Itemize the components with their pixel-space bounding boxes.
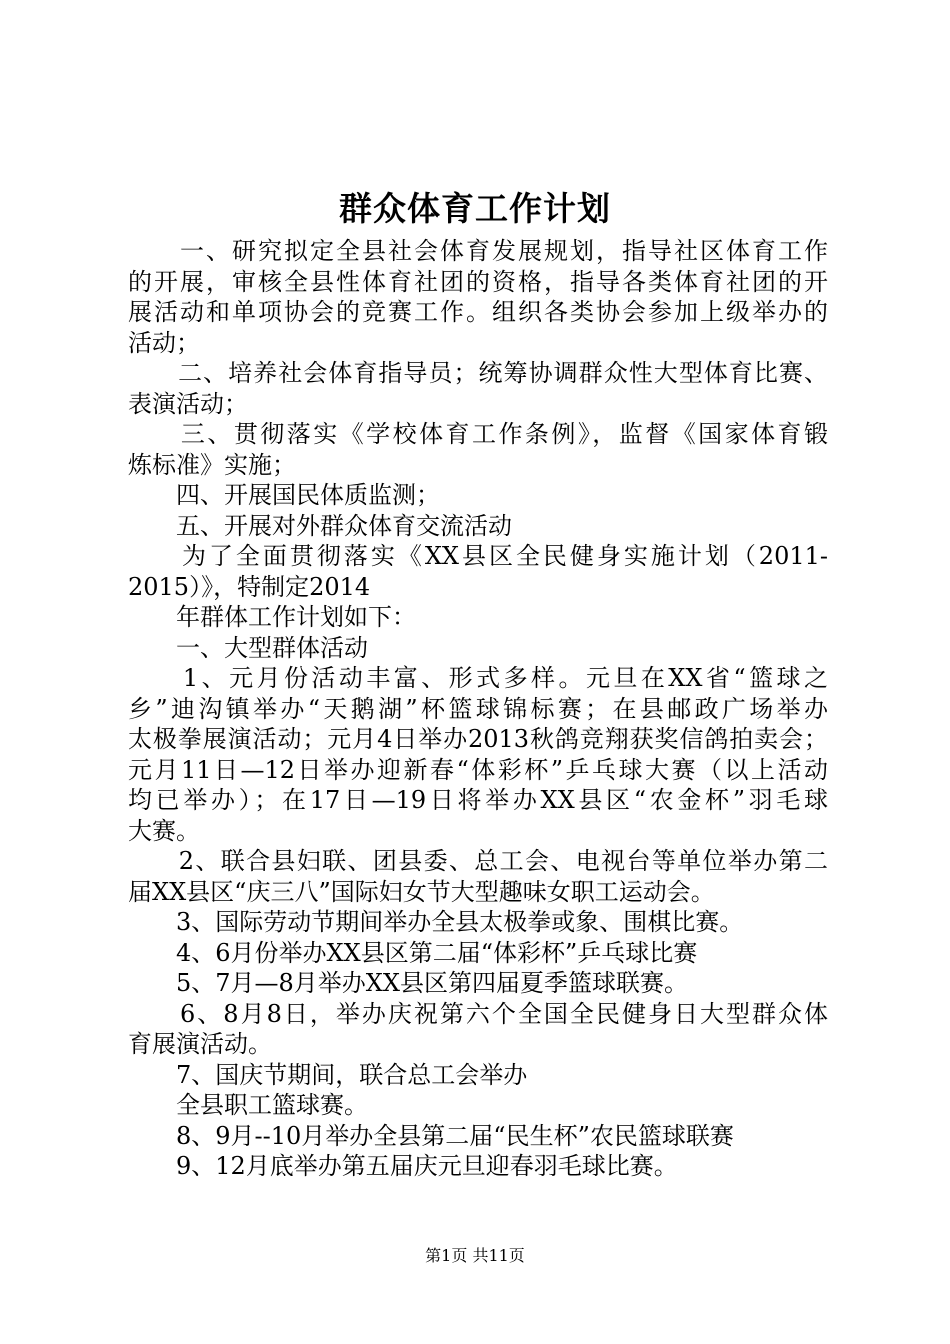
body-line: 的开展，审核全县性体育社团的资格，指导各类体育社团的开 bbox=[128, 267, 828, 296]
body-line: 6、8月8日，举办庆祝第六个全国全民健身日大型群众体 bbox=[128, 999, 828, 1028]
body-line: 均已举办）；在17日—19日将举办XX县区“农金杯”羽毛球 bbox=[128, 786, 828, 814]
body-line: 乡”迪沟镇举办“天鹅湖”杯篮球锦标赛；在县邮政广场举办 bbox=[128, 694, 828, 723]
document-body bbox=[128, 236, 828, 1182]
body-line: 大赛。 bbox=[128, 816, 200, 845]
body-line: 9、12月底举办第五届庆元旦迎春羽毛球比赛。 bbox=[128, 1152, 678, 1180]
body-line: 四、开展国民体质监测； bbox=[128, 481, 440, 509]
body-line: 活动； bbox=[128, 328, 200, 357]
body-line: 4、6月份举办XX县区第二届“体彩杯”乒乓球比赛 bbox=[128, 938, 698, 967]
body-line: 5、7月—8月举办XX县区第四届夏季篮球联赛。 bbox=[128, 969, 688, 997]
body-line: 3、国际劳动节期间举办全县太极拳或象、围棋比赛。 bbox=[128, 908, 744, 936]
body-line: 8、9月--10月举办全县第二届“民生杯”农民篮球联赛 bbox=[128, 1121, 734, 1150]
body-line: 太极拳展演活动；元月4日举办2013秋鸽竞翔获奖信鸽拍卖会； bbox=[128, 725, 828, 753]
body-line: 一、大型群体活动 bbox=[128, 633, 368, 662]
body-line: 育展演活动。 bbox=[128, 1030, 272, 1058]
body-line: 元月11日—12日举办迎新春“体彩杯”乒乓球大赛（以上活动 bbox=[128, 755, 828, 784]
body-line: 全县职工篮球赛。 bbox=[128, 1091, 368, 1119]
body-line: 2、联合县妇联、团县委、总工会、电视台等单位举办第二 bbox=[128, 847, 828, 875]
body-line: 炼标准》实施； bbox=[128, 450, 296, 479]
body-line: 五、开展对外群众体育交流活动 bbox=[128, 511, 512, 540]
body-line: 二、培养社会体育指导员；统筹协调群众性大型体育比赛、 bbox=[128, 359, 828, 387]
body-line: 展活动和单项协会的竞赛工作。组织各类协会参加上级举办的 bbox=[128, 298, 828, 326]
body-line: 为了全面贯彻落实《XX县区全民健身实施计划（2011- bbox=[128, 542, 828, 570]
document-title: 群众体育工作计划 bbox=[339, 189, 611, 228]
body-line: 7、国庆节期间，联合总工会举办 bbox=[128, 1060, 528, 1089]
body-line: 年群体工作计划如下： bbox=[128, 603, 416, 631]
body-line: 一、研究拟定全县社会体育发展规划，指导社区体育工作 bbox=[128, 237, 828, 265]
body-line: 1、元月份活动丰富、形式多样。元旦在XX省“篮球之 bbox=[128, 664, 828, 692]
page-number-footer: 第1页 共11页 bbox=[425, 1246, 525, 1265]
body-line: 届XX县区“庆三八”国际妇女节大型趣味女职工运动会。 bbox=[128, 877, 715, 906]
body-line: 三、贯彻落实《学校体育工作条例》，监督《国家体育锻 bbox=[128, 420, 828, 448]
body-line: 2015）》，特制定2014 bbox=[128, 572, 371, 601]
body-line: 表演活动； bbox=[128, 389, 248, 418]
